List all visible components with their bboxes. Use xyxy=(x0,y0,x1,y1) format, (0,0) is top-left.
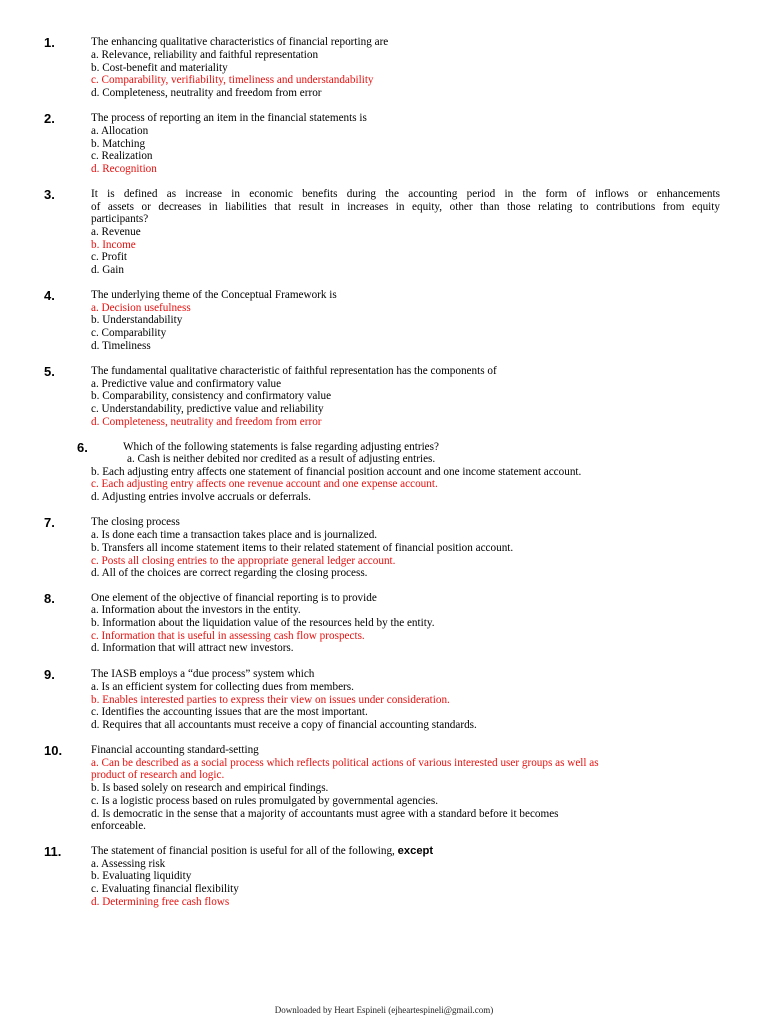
question-stem: Financial accounting standard-setting xyxy=(91,744,259,756)
question-stem-line-3: participants? xyxy=(91,213,149,225)
option-c-answer: c. Information that is useful in assessing cash flow prospects. xyxy=(91,630,365,642)
question-number: 9. xyxy=(44,667,55,682)
question-number: 6. xyxy=(77,440,88,455)
option-a: a. Is an efficient system for collecting dues from members. xyxy=(91,681,354,693)
option-a: a. Is done each time a transaction takes place and is journalized. xyxy=(91,529,378,541)
option-a-answer-line-1: a. Can be described as a social process which reflects political actions of various interested user groups as well as xyxy=(91,757,599,769)
question-stem-text: The statement of financial position is useful for all of the following, xyxy=(91,845,398,857)
option-a-answer: a. Decision usefulness xyxy=(91,302,191,314)
download-footer: Downloaded by Heart Espineli (ejheartespineli@gmail.com) xyxy=(274,1005,494,1015)
question-number: 7. xyxy=(44,515,55,530)
question-stem: One element of the objective of financial reporting is to provide xyxy=(91,592,377,604)
option-b: b. Comparability, consistency and confirmatory value xyxy=(91,390,332,402)
option-c: c. Understandability, predictive value and reliability xyxy=(91,403,324,415)
question-stem: The enhancing qualitative characteristics of financial reporting are xyxy=(91,36,389,48)
option-d-answer: d. Recognition xyxy=(91,163,157,175)
question-stem-line-1: It is defined as increase in economic benefits during the accounting period in the form of inflows or enhancements xyxy=(91,188,720,200)
option-d: d. Timeliness xyxy=(91,340,151,352)
option-a: a. Predictive value and confirmatory value xyxy=(91,378,282,390)
question-stem: The closing process xyxy=(91,516,180,528)
option-c-answer: c. Posts all closing entries to the appropriate general ledger account. xyxy=(91,555,396,567)
option-c: c. Profit xyxy=(91,251,128,263)
option-a: a. Allocation xyxy=(91,125,149,137)
question-stem: The IASB employs a “due process” system which xyxy=(91,668,315,680)
option-b: b. Transfers all income statement items to their related statement of financial position account. xyxy=(91,542,514,554)
option-b: b. Cost-benefit and materiality xyxy=(91,62,228,74)
question-stem-line-2: of assets or decreases in liabilities that result in increases in equity, other than those relating to contributions from equity xyxy=(91,201,720,213)
question-number: 3. xyxy=(44,187,55,202)
question-number: 10. xyxy=(44,743,63,758)
question-number: 8. xyxy=(44,591,55,606)
option-b: b. Matching xyxy=(91,138,146,150)
option-a: a. Information about the investors in the entity. xyxy=(91,604,301,616)
option-c: c. Identifies the accounting issues that are the most important. xyxy=(91,706,368,718)
option-d-line-2: enforceable. xyxy=(91,820,146,832)
option-c: c. Evaluating financial flexibility xyxy=(91,883,239,895)
question-number: 4. xyxy=(44,288,55,303)
option-c-answer: c. Comparability, verifiability, timeliness and understandability xyxy=(91,74,374,86)
option-b: b. Information about the liquidation value of the resources held by the entity. xyxy=(91,617,435,629)
option-b: b. Is based solely on research and empirical findings. xyxy=(91,782,329,794)
option-d-answer: d. Determining free cash flows xyxy=(91,896,230,908)
option-b: b. Understandability xyxy=(91,314,183,326)
question-stem: Which of the following statements is false regarding adjusting entries? xyxy=(123,441,439,453)
option-c-answer: c. Each adjusting entry affects one revenue account and one expense account. xyxy=(91,478,438,490)
option-b: b. Evaluating liquidity xyxy=(91,870,192,882)
option-d: d. Requires that all accountants must receive a copy of financial accounting standards. xyxy=(91,719,477,731)
option-c: c. Is a logistic process based on rules promulgated by governmental agencies. xyxy=(91,795,439,807)
option-d: d. Completeness, neutrality and freedom from error xyxy=(91,87,322,99)
option-a: a. Assessing risk xyxy=(91,858,166,870)
option-a: a. Relevance, reliability and faithful representation xyxy=(91,49,319,61)
option-c: c. Comparability xyxy=(91,327,167,339)
question-number: 11. xyxy=(44,844,62,859)
option-d-answer: d. Completeness, neutrality and freedom from error xyxy=(91,416,322,428)
option-d: d. Information that will attract new investors. xyxy=(91,642,294,654)
question-number: 1. xyxy=(44,35,55,50)
option-d: d. Gain xyxy=(91,264,124,276)
option-a: a. Cash is neither debited nor credited as a result of adjusting entries. xyxy=(127,453,436,465)
question-stem: The underlying theme of the Conceptual Framework is xyxy=(91,289,337,301)
question-stem-emphasis: except xyxy=(397,845,434,857)
question-number: 5. xyxy=(44,364,55,379)
option-d: d. All of the choices are correct regarding the closing process. xyxy=(91,567,368,579)
option-a-answer-line-2: product of research and logic. xyxy=(91,769,225,781)
option-d-line-1: d. Is democratic in the sense that a majority of accountants must agree with a standard before it becomes xyxy=(91,808,559,820)
option-b-answer: b. Enables interested parties to express their view on issues under consideration. xyxy=(91,694,450,706)
question-stem: The fundamental qualitative characteristic of faithful representation has the components of xyxy=(91,365,497,377)
option-c: c. Realization xyxy=(91,150,153,162)
option-d: d. Adjusting entries involve accruals or deferrals. xyxy=(91,491,311,503)
option-a: a. Revenue xyxy=(91,226,141,238)
question-stem: The process of reporting an item in the financial statements is xyxy=(91,112,367,124)
question-number: 2. xyxy=(44,111,55,126)
option-b-answer: b. Income xyxy=(91,239,136,251)
option-b: b. Each adjusting entry affects one statement of financial position account and one income statement account. xyxy=(91,466,582,478)
question-stem xyxy=(91,845,433,858)
